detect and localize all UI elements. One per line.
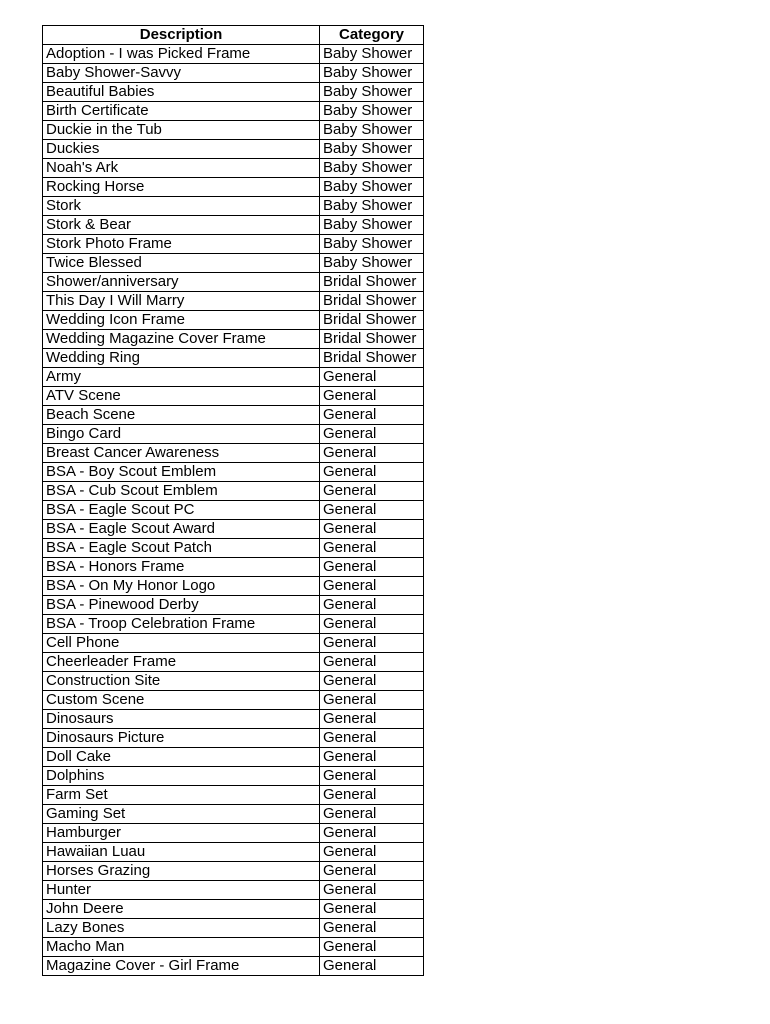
table-row bbox=[43, 425, 424, 444]
cell-description: Stork Photo Frame bbox=[43, 235, 320, 254]
table-row bbox=[43, 596, 424, 615]
cell-category: General bbox=[320, 634, 424, 653]
table-row bbox=[43, 710, 424, 729]
cell-description: Custom Scene bbox=[43, 691, 320, 710]
table-row bbox=[43, 178, 424, 197]
table-row bbox=[43, 729, 424, 748]
cell-category: General bbox=[320, 843, 424, 862]
table-row bbox=[43, 159, 424, 178]
table-row bbox=[43, 520, 424, 539]
cell-description: Hunter bbox=[43, 881, 320, 900]
cell-description: BSA - Honors Frame bbox=[43, 558, 320, 577]
cell-category: General bbox=[320, 786, 424, 805]
table-row bbox=[43, 691, 424, 710]
table-row bbox=[43, 748, 424, 767]
cell-category: General bbox=[320, 824, 424, 843]
table-row bbox=[43, 900, 424, 919]
table-row bbox=[43, 843, 424, 862]
cell-category: General bbox=[320, 938, 424, 957]
cell-description: Bingo Card bbox=[43, 425, 320, 444]
table-row bbox=[43, 349, 424, 368]
cell-description: Noah's Ark bbox=[43, 159, 320, 178]
cell-description: Beautiful Babies bbox=[43, 83, 320, 102]
cell-category: General bbox=[320, 957, 424, 976]
cell-description: BSA - Eagle Scout Patch bbox=[43, 539, 320, 558]
cell-description: John Deere bbox=[43, 900, 320, 919]
table-row bbox=[43, 216, 424, 235]
cell-description: BSA - On My Honor Logo bbox=[43, 577, 320, 596]
table-row bbox=[43, 273, 424, 292]
cell-description: This Day I Will Marry bbox=[43, 292, 320, 311]
table-row bbox=[43, 45, 424, 64]
table-row bbox=[43, 292, 424, 311]
cell-description: Dolphins bbox=[43, 767, 320, 786]
cell-category: Baby Shower bbox=[320, 254, 424, 273]
table-row bbox=[43, 558, 424, 577]
table-row bbox=[43, 102, 424, 121]
table-row bbox=[43, 653, 424, 672]
cell-description: Wedding Magazine Cover Frame bbox=[43, 330, 320, 349]
cell-category: General bbox=[320, 558, 424, 577]
cell-category: Baby Shower bbox=[320, 235, 424, 254]
cell-description: BSA - Troop Celebration Frame bbox=[43, 615, 320, 634]
cell-category: Baby Shower bbox=[320, 121, 424, 140]
table-row bbox=[43, 330, 424, 349]
table-row bbox=[43, 254, 424, 273]
table-row bbox=[43, 235, 424, 254]
header-description: Description bbox=[43, 26, 320, 45]
table-body bbox=[43, 45, 424, 976]
cell-category: General bbox=[320, 862, 424, 881]
cell-description: Farm Set bbox=[43, 786, 320, 805]
table-row bbox=[43, 577, 424, 596]
cell-category: Bridal Shower bbox=[320, 273, 424, 292]
cell-category: Bridal Shower bbox=[320, 330, 424, 349]
table-row bbox=[43, 197, 424, 216]
cell-description: Army bbox=[43, 368, 320, 387]
cell-category: General bbox=[320, 710, 424, 729]
cell-description: Cheerleader Frame bbox=[43, 653, 320, 672]
table-row bbox=[43, 64, 424, 83]
cell-description: BSA - Cub Scout Emblem bbox=[43, 482, 320, 501]
cell-category: Baby Shower bbox=[320, 45, 424, 64]
cell-description: Hawaiian Luau bbox=[43, 843, 320, 862]
cell-description: BSA - Eagle Scout Award bbox=[43, 520, 320, 539]
cell-category: General bbox=[320, 444, 424, 463]
cell-description: BSA - Eagle Scout PC bbox=[43, 501, 320, 520]
cell-category: General bbox=[320, 900, 424, 919]
cell-description: Wedding Ring bbox=[43, 349, 320, 368]
table-row bbox=[43, 406, 424, 425]
cell-description: Horses Grazing bbox=[43, 862, 320, 881]
cell-description: Adoption - I was Picked Frame bbox=[43, 45, 320, 64]
cell-category: Baby Shower bbox=[320, 64, 424, 83]
table-row bbox=[43, 311, 424, 330]
table-row bbox=[43, 121, 424, 140]
table-row bbox=[43, 501, 424, 520]
table-row bbox=[43, 140, 424, 159]
cell-description: Duckie in the Tub bbox=[43, 121, 320, 140]
cell-description: Breast Cancer Awareness bbox=[43, 444, 320, 463]
cell-description: BSA - Pinewood Derby bbox=[43, 596, 320, 615]
cell-category: General bbox=[320, 881, 424, 900]
cell-description: Dinosaurs Picture bbox=[43, 729, 320, 748]
cell-category: General bbox=[320, 596, 424, 615]
cell-category: General bbox=[320, 463, 424, 482]
cell-description: Lazy Bones bbox=[43, 919, 320, 938]
table-row bbox=[43, 767, 424, 786]
table-row bbox=[43, 957, 424, 976]
table-row bbox=[43, 824, 424, 843]
cell-description: Cell Phone bbox=[43, 634, 320, 653]
table-row bbox=[43, 672, 424, 691]
cell-description: Duckies bbox=[43, 140, 320, 159]
cell-description: Stork bbox=[43, 197, 320, 216]
header-row bbox=[43, 26, 424, 45]
cell-description: Stork & Bear bbox=[43, 216, 320, 235]
cell-description: Doll Cake bbox=[43, 748, 320, 767]
cell-category: General bbox=[320, 729, 424, 748]
cell-description: BSA - Boy Scout Emblem bbox=[43, 463, 320, 482]
cell-category: Baby Shower bbox=[320, 83, 424, 102]
table-row bbox=[43, 463, 424, 482]
cell-description: Baby Shower-Savvy bbox=[43, 64, 320, 83]
cell-category: Baby Shower bbox=[320, 140, 424, 159]
table-row bbox=[43, 634, 424, 653]
table-row bbox=[43, 615, 424, 634]
cell-category: Baby Shower bbox=[320, 159, 424, 178]
table-row bbox=[43, 862, 424, 881]
table-row bbox=[43, 368, 424, 387]
cell-category: Bridal Shower bbox=[320, 311, 424, 330]
cell-category: General bbox=[320, 805, 424, 824]
table-row bbox=[43, 881, 424, 900]
cell-category: General bbox=[320, 615, 424, 634]
cell-description: Dinosaurs bbox=[43, 710, 320, 729]
cell-description: Rocking Horse bbox=[43, 178, 320, 197]
cell-category: General bbox=[320, 691, 424, 710]
cell-category: Bridal Shower bbox=[320, 292, 424, 311]
table-row bbox=[43, 482, 424, 501]
table-row bbox=[43, 919, 424, 938]
cell-description: Macho Man bbox=[43, 938, 320, 957]
spreadsheet-table bbox=[42, 25, 424, 976]
cell-description: Construction Site bbox=[43, 672, 320, 691]
cell-category: General bbox=[320, 406, 424, 425]
cell-category: General bbox=[320, 653, 424, 672]
cell-description: Wedding Icon Frame bbox=[43, 311, 320, 330]
cell-category: General bbox=[320, 520, 424, 539]
cell-category: General bbox=[320, 672, 424, 691]
cell-category: General bbox=[320, 767, 424, 786]
cell-description: Birth Certificate bbox=[43, 102, 320, 121]
cell-category: General bbox=[320, 577, 424, 596]
cell-category: General bbox=[320, 919, 424, 938]
table-row bbox=[43, 786, 424, 805]
table-row bbox=[43, 83, 424, 102]
cell-category: General bbox=[320, 368, 424, 387]
cell-description: ATV Scene bbox=[43, 387, 320, 406]
cell-description: Beach Scene bbox=[43, 406, 320, 425]
cell-category: Baby Shower bbox=[320, 178, 424, 197]
cell-description: Magazine Cover - Girl Frame bbox=[43, 957, 320, 976]
cell-description: Gaming Set bbox=[43, 805, 320, 824]
cell-category: Baby Shower bbox=[320, 102, 424, 121]
cell-category: General bbox=[320, 387, 424, 406]
cell-category: General bbox=[320, 539, 424, 558]
header-category: Category bbox=[320, 26, 424, 45]
cell-category: General bbox=[320, 482, 424, 501]
table-row bbox=[43, 444, 424, 463]
cell-category: Baby Shower bbox=[320, 197, 424, 216]
cell-category: General bbox=[320, 501, 424, 520]
cell-description: Twice Blessed bbox=[43, 254, 320, 273]
table-row bbox=[43, 938, 424, 957]
cell-category: General bbox=[320, 425, 424, 444]
cell-category: Bridal Shower bbox=[320, 349, 424, 368]
table-row bbox=[43, 387, 424, 406]
cell-category: General bbox=[320, 748, 424, 767]
cell-category: Baby Shower bbox=[320, 216, 424, 235]
table-row bbox=[43, 539, 424, 558]
table-row bbox=[43, 805, 424, 824]
cell-description: Shower/anniversary bbox=[43, 273, 320, 292]
cell-description: Hamburger bbox=[43, 824, 320, 843]
